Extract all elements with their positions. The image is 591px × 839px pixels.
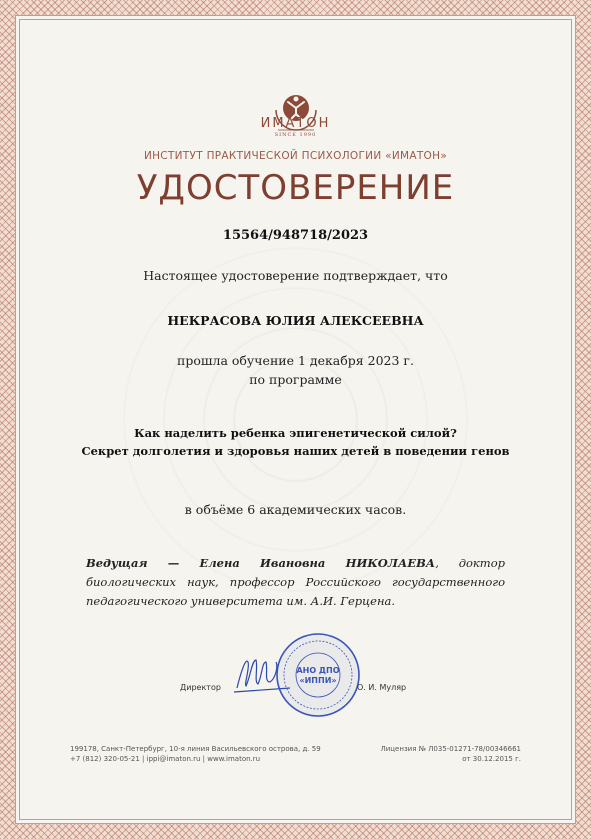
academic-hours-text: в объёме 6 академических часов. [184,502,407,517]
program-title-line-2: Секрет долголетия и здоровья наших детей в поведении генов [81,444,510,458]
footer-license-date: от 30.12.2015 г. [462,755,521,763]
confirmation-text: Настоящее удостоверение подтверждает, что [143,268,448,283]
training-program-label: по программе [249,372,342,387]
certificate-number: 15564/948718/2023 [222,228,369,243]
training-date-text: прошла обучение 1 декабря 2023 г. [177,353,414,368]
institute-name: ИНСТИТУТ ПРАКТИЧЕСКОЙ ПСИХОЛОГИИ «ИМАТОН» [143,150,448,162]
director-label: Директор [180,683,221,692]
program-title-line-1: Как наделить ребенка эпигенетической силой? [134,426,457,440]
footer-contacts: +7 (812) 320-05-21 | ippi@imaton.ru | www.imaton.ru [70,755,261,763]
director-name: О. И. Муляр [357,683,407,692]
footer-address: 199178, Санкт-Петербург, 10-я линия Васильевского острова, д. 59 [70,745,321,753]
recipient-name: НЕКРАСОВА ЮЛИЯ АЛЕКСЕЕВНА [167,313,424,328]
footer-license-block [380,744,521,764]
footer-license: Лицензия № Л035-01271-78/00346661 [380,745,521,753]
stamp-line-2: «ИППИ» [299,676,337,685]
footer-address-block [70,744,321,764]
logo-since: SINCE 1990 [274,132,317,138]
lecturer-name: Ведущая — Елена Ивановна НИКОЛАЕВА [86,556,436,570]
document-title: УДОСТОВЕРЕНИЕ [136,168,455,208]
logo-wordmark: ИМАТОН [260,116,331,131]
stamp-line-1: АНО ДПО [296,666,340,675]
lecturer-credentials: , доктор биологических наук, профессор Российского государственного педагогического университета им. А.И. Герцена. [86,556,505,608]
organization-stamp [275,632,361,718]
lecturer-paragraph [86,554,505,611]
